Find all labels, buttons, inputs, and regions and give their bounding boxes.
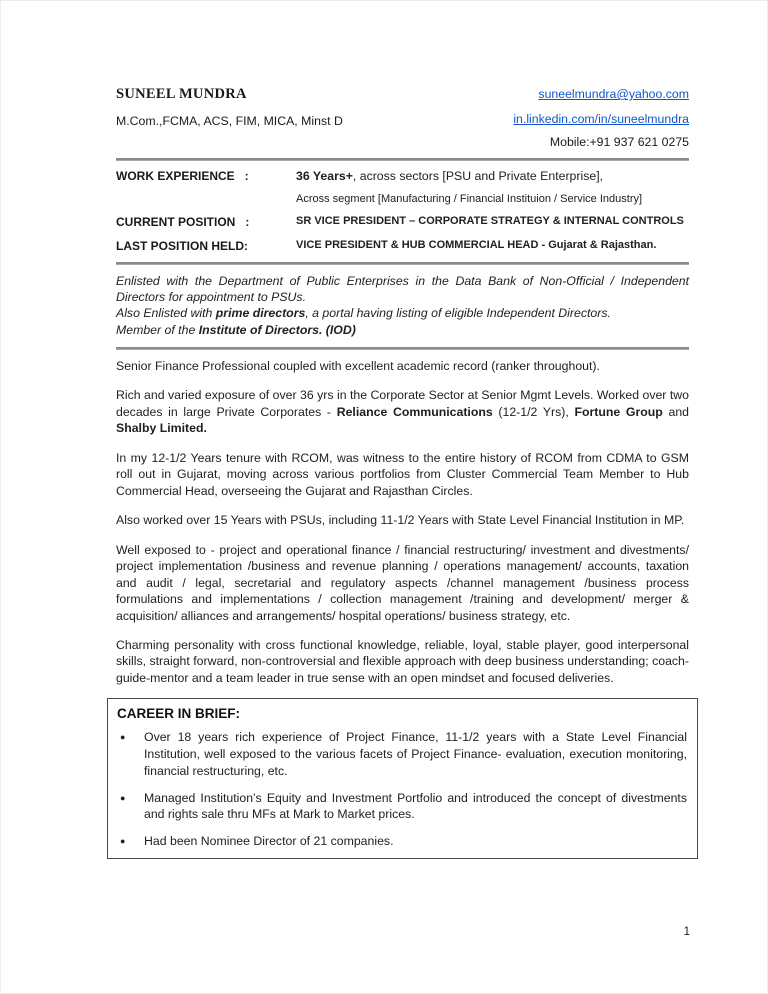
summary-2-seg1: Rich and varied exposure of over 36 yrs in the Corporate Sector at Senior Mgmt Levels. Worked over two decades in large Private Corporates - bbox=[116, 388, 689, 419]
current-position-label: CURRENT POSITION : bbox=[116, 215, 250, 229]
enlistment-paragraph-3 bbox=[116, 322, 689, 338]
summary-paragraph-2 bbox=[116, 387, 689, 436]
career-bullet-item: ● Managed Institution’s Equity and Investment Portfolio and introduced the concept of divestments and rights sale thru MFs at Mark to Market prices. bbox=[117, 790, 687, 823]
career-bullet-item: ● Over 18 years rich experience of Project Finance, 11-1/2 years with a State Level Financial Institution, well exposed to the various facets of Project Finance- evaluation, execution monitoring, financial restructuring, etc. bbox=[117, 729, 687, 779]
summary-2-seg2: (12-1/2 Yrs), bbox=[492, 404, 575, 419]
summary-paragraph-5: Well exposed to - project and operational finance / financial restructuring/ investment and divestments/ project implementation /business and revenue planning / operations management/ accounts, taxation and audit / legal, secretarial and regulatory aspects /channel management /business process formulations and implementations / collection management /training and development/ merger & acquisition/ alliances and arrangements/ hospital operations/ business strategy, etc. bbox=[116, 542, 689, 623]
enlistment-2-pre: Also Enlisted with bbox=[116, 306, 216, 321]
career-brief-title: CAREER IN BRIEF: bbox=[117, 706, 241, 722]
divider bbox=[116, 158, 689, 161]
career-bullet-list bbox=[117, 729, 687, 849]
fortune-group-highlight: Fortune Group bbox=[574, 404, 663, 419]
summary-2-seg3: and bbox=[662, 404, 690, 419]
reliance-highlight: Reliance Communications bbox=[336, 404, 493, 419]
summary-paragraph-1: Senior Finance Professional coupled with excellent academic record (ranker throughout). bbox=[116, 358, 600, 373]
years-highlight: 36 Years+ bbox=[296, 169, 353, 183]
experience-block bbox=[116, 169, 689, 253]
work-experience-value-rest: , across sectors [PSU and Private Enterprise], bbox=[352, 169, 604, 183]
work-experience-label: WORK EXPERIENCE : bbox=[116, 169, 249, 183]
enlistment-3-post: ) bbox=[351, 322, 356, 337]
prime-directors-highlight: prime directors bbox=[215, 306, 306, 321]
page-number: 1 bbox=[683, 926, 690, 938]
email-link[interactable]: suneelmundra@yahoo.com bbox=[538, 87, 689, 101]
summary-paragraph-4: Also worked over 15 Years with PSUs, including 11-1/2 Years with State Level Financial Institution in MP. bbox=[116, 513, 685, 528]
enlistment-block bbox=[116, 273, 689, 338]
summary-paragraph-6: Charming personality with cross functional knowledge, reliable, loyal, stable player, good interpersonal skills, straight forward, non-controversial and flexible approach with deep business understanding; coach-guide-mentor and a team leader in true sense with an open mindset and focused deliveries. bbox=[116, 637, 689, 685]
header bbox=[116, 85, 689, 149]
enlistment-paragraph-1: Enlisted with the Department of Public Enterprises in the Data Bank of Non-Official / Independent Directors for appointment to PSUs. bbox=[116, 274, 689, 305]
work-experience-value bbox=[296, 169, 689, 183]
career-brief-box bbox=[107, 698, 698, 858]
credentials-line: M.Com.,FCMA, ACS, FIM, MICA, Minst D bbox=[116, 114, 343, 128]
current-position-value: SR VICE PRESIDENT – CORPORATE STRATEGY & INTERNAL CONTROLS bbox=[296, 215, 684, 227]
divider bbox=[116, 347, 689, 350]
work-experience-value-line2: Across segment [Manufacturing / Financial Instituion / Service Industry] bbox=[296, 193, 643, 205]
career-bullet-item: ● Had been Nominee Director of 21 companies. bbox=[117, 833, 687, 850]
shalby-highlight: Shalby Limited. bbox=[116, 421, 207, 436]
enlistment-3-pre: Member of the bbox=[116, 322, 199, 337]
linkedin-link[interactable]: in.linkedin.com/in/suneelmundra bbox=[513, 112, 689, 126]
enlistment-2-post: , a portal having listing of eligible Independent Directors. bbox=[305, 306, 611, 321]
summary-paragraph-3: In my 12-1/2 Years tenure with RCOM, was witness to the entire history of RCOM from CDMA to GSM roll out in Gujarat, moving across various portfolios from Cluster Commercial Team Member to Hub Commercial Head, overseeing the Gujarat and Rajasthan Circles. bbox=[116, 450, 689, 498]
last-position-label: LAST POSITION HELD: bbox=[116, 239, 248, 253]
enlistment-paragraph-2 bbox=[116, 305, 689, 321]
divider bbox=[116, 262, 689, 265]
institute-of-directors-highlight: Institute of Directors. (IOD bbox=[198, 322, 352, 337]
candidate-name: SUNEEL MUNDRA bbox=[116, 86, 247, 102]
label-spacer bbox=[116, 193, 296, 205]
last-position-value: VICE PRESIDENT & HUB COMMERCIAL HEAD - Gujarat & Rajasthan. bbox=[296, 239, 657, 251]
mobile-number: Mobile:+91 937 621 0275 bbox=[549, 135, 689, 149]
